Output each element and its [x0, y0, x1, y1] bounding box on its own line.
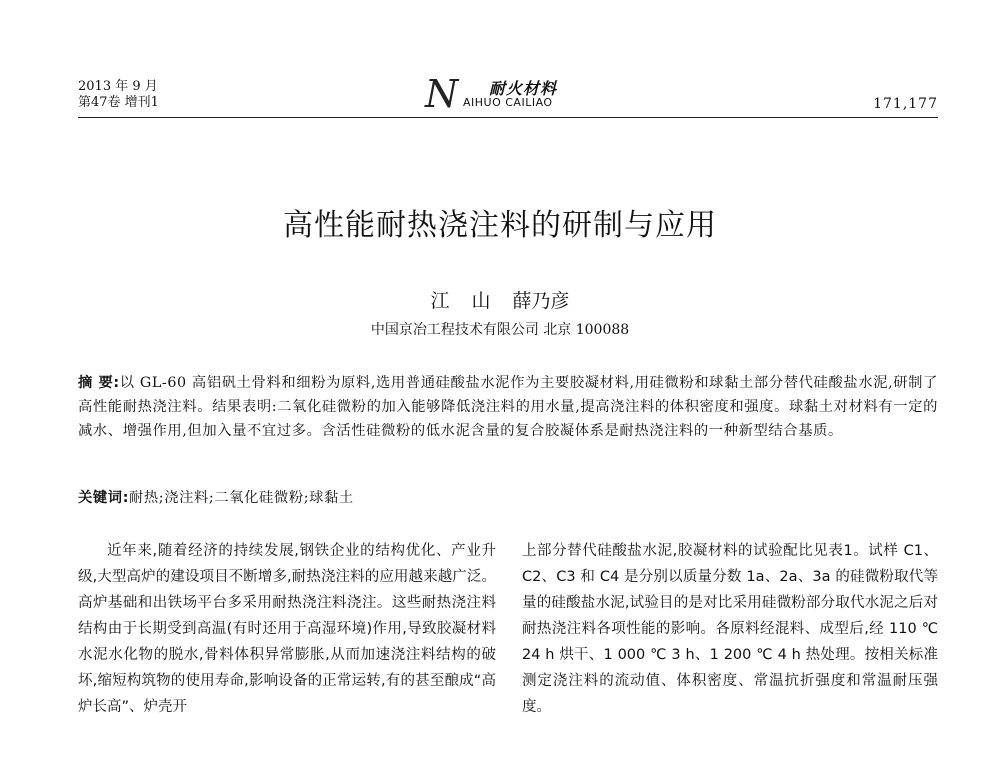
issue-date: 2013 年 9 月 — [78, 79, 158, 94]
journal-name-en: AIHUO CAILIAO — [463, 96, 553, 109]
paper-title: 高性能耐热浇注料的研制与应用 — [283, 208, 717, 243]
abstract — [78, 371, 938, 443]
page-numbers: 171,177 — [873, 96, 938, 112]
keywords — [78, 487, 354, 507]
paper-authors: 江 山 薛乃彦 — [430, 290, 570, 312]
journal-name-cn: 耐火材料 — [489, 79, 558, 98]
abstract-text: 以 GL-60 高铝矾土骨料和细粉为原料,选用普通硅酸盐水泥作为主要胶凝材料,用硅微粉和球黏土部分替代硅酸盐水泥,研制了高性能耐热浇注料。结果表明:二氧化硅微粉的加入能够降低浇注料的用水量,提高浇注料的体积密度和强度。球黏土对材料有一定的减水、增强作用,但加入量不宜过多。含活性硅微粉的低水泥含量的复合胶凝体系是耐热浇注料的一种新型结合基质。 — [78, 375, 938, 439]
keywords-label: 关键词: — [78, 490, 130, 506]
abstract-label: 摘 要: — [78, 375, 120, 391]
journal-logo — [425, 74, 585, 114]
issue-volume: 第47卷 增刊1 — [78, 95, 159, 110]
header-rule — [78, 117, 938, 118]
logo-initial: N — [425, 72, 459, 116]
paper-affiliation: 中国京冶工程技术有限公司 北京 100088 — [370, 322, 630, 338]
keywords-text: 耐热;浇注料;二氧化硅微粉;球黏土 — [129, 490, 354, 506]
issue-info — [78, 79, 159, 111]
body-column-right: 上部分替代硅酸盐水泥,胶凝材料的试验配比见表1。试样 C1、C2、C3 和 C4 是分别以质量分数 1a、2a、3a 的硅微粉取代等量的硅酸盐水泥,试验目的是对比采用硅微粉部分取代水泥之后对耐热浇注料各项性能的影响。各原料经混料、成型后,经 110 ℃ 24 h 烘干、1 000 ℃ 3 h、1 200 ℃ 4 h 热处理。按相关标准测定浇注料的流动值、体积密度、常温抗折强度和常温耐压强度。 — [522, 543, 938, 715]
body-column-left: 近年来,随着经济的持续发展,钢铁企业的结构优化、产业升级,大型高炉的建设项目不断增多,耐热浇注料的应用越来越广泛。高炉基础和出铁场平台多采用耐热浇注料浇注。这些耐热浇注料结构由于长期受到高温(有时还用于高湿环境)作用,导致胶凝材料水泥水化物的脱水,骨料体积异常膨胀,从而加速浇注料结构的破坏,缩短构筑物的使用寿命,影响设备的正常运转,有的甚至酿成“高炉长高”、炉壳开 — [78, 543, 496, 715]
